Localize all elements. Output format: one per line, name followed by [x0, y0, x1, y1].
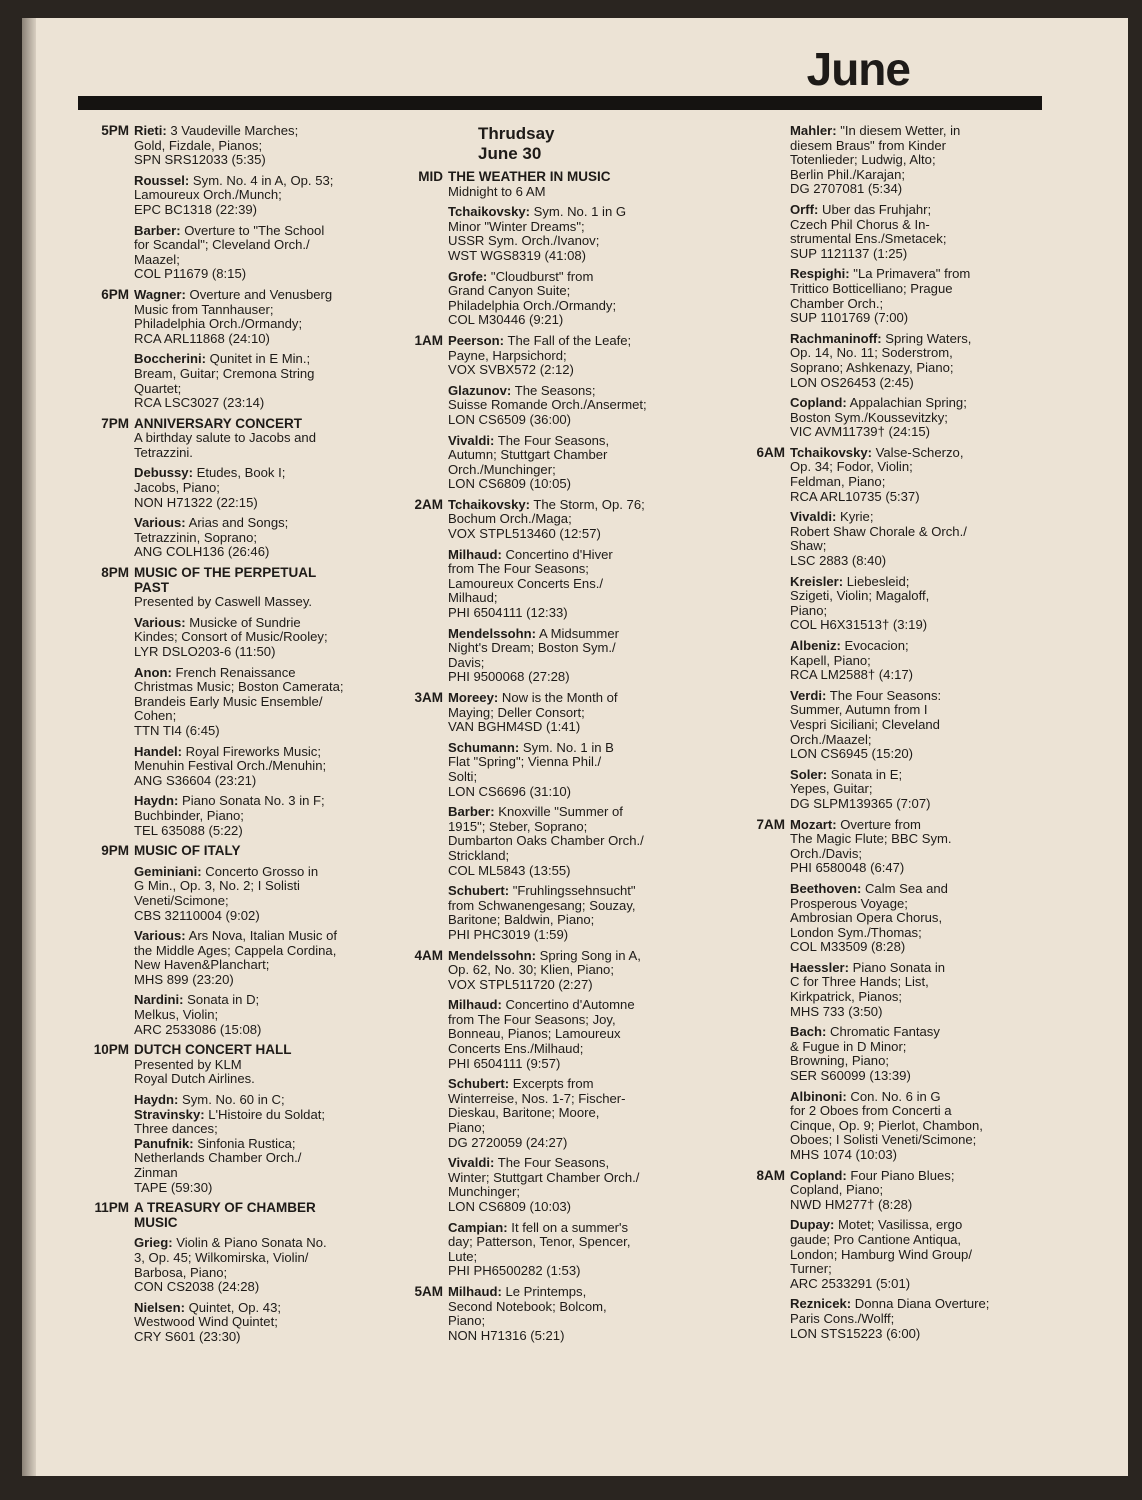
program-entry: [790, 1218, 1034, 1291]
program-details: French Renaissance Christmas Music; Boston Camerata; Brandeis Early Music Ensemble/ Cohen; TTN TI4 (6:45): [134, 664, 344, 738]
program-list: [448, 1285, 692, 1343]
composer-name: Moreey:: [448, 690, 499, 705]
program-entry: [790, 639, 1034, 683]
time-slot: [78, 566, 368, 838]
composer-name: Nielsen:: [134, 1299, 185, 1315]
program-details: Chromatic Fantasy & Fugue in D Minor; Browning, Piano; SER S60099 (13:39): [790, 1024, 940, 1084]
time-label: 1AM: [414, 332, 443, 348]
program-entry: [134, 844, 368, 859]
program-details: Motet; Vasilissa, ergo gaude; Pro Cantione Antiqua, London; Hamburg Wind Group/ Turner; ARC 2533291 (5:01): [790, 1217, 972, 1291]
program-list: [448, 691, 692, 943]
program-details: Etudes, Book I; Jacobs, Piano; NON H71322 (22:15): [134, 465, 286, 510]
program-entry: [448, 1077, 692, 1150]
program-details: Four Piano Blues; Copland, Piano; NWD HM277† (8:28): [790, 1167, 955, 1212]
composer-name: Panufnik:: [134, 1135, 194, 1151]
composer-name: Vivaldi:: [448, 432, 495, 448]
program-details: "La Primavera" from Trittico Botticelliano; Prague Chamber Orch.; SUP 1101769 (7:00): [790, 266, 971, 326]
composer-name: Grofe:: [448, 268, 488, 284]
program-details: Royal Fireworks Music; Menuhin Festival Orch./Menuhin; ANG S36604 (23:21): [134, 743, 327, 788]
program-details: Excerpts from Winterreise, Nos. 1-7; Fischer- Dieskau, Baritone; Moore, Piano; DG 2720059 (24:27): [448, 1076, 626, 1150]
composer-name: Stravinsky:: [134, 1106, 205, 1122]
program-details: Sinfonia Rustica; Netherlands Chamber Orch./ Zinman TAPE (59:30): [134, 1135, 302, 1195]
program-entry: [448, 884, 692, 942]
program-entry: [134, 288, 368, 346]
program-entry: [134, 745, 368, 789]
program-list: [134, 844, 368, 1037]
program-details: Spring Waters, Op. 14, No. 11; Soderstrom, Soprano; Ashkenazy, Piano; LON OS26453 (2:45): [790, 330, 972, 390]
program-entry: [790, 396, 1034, 440]
composer-name: Bach:: [790, 1024, 827, 1040]
composer-name: Copland:: [790, 1167, 847, 1183]
time-slot: [78, 417, 368, 560]
composer-name: Milhaud:: [448, 1283, 502, 1299]
composer-name: Tchaikovsky:: [790, 444, 872, 460]
program-details: Valse-Scherzo, Op. 34; Fodor, Violin; Feldman, Piano; RCA ARL10735 (5:37): [790, 444, 964, 504]
program-entry: [790, 1025, 1034, 1083]
program-details: Calm Sea and Prosperous Voyage; Ambrosian Opera Chorus, London Sym./Thomas; COL M33509 (8:28): [790, 880, 948, 955]
composer-name: Beethoven:: [790, 880, 862, 896]
program-details: Uber das Fruhjahr; Czech Phil Chorus & In- strumental Ens./Smetacek; SUP 1121137 (1:25): [790, 201, 947, 261]
time-label: 8PM: [101, 565, 129, 581]
program-entry: [448, 691, 692, 735]
time-label: 3AM: [414, 690, 443, 705]
program-entry: [790, 1297, 1034, 1341]
program-details: L'Histoire du Soldat; Three dances;: [134, 1106, 326, 1137]
composer-name: Orff:: [790, 201, 819, 217]
composer-name: Nardini:: [134, 992, 184, 1008]
time-label: 5PM: [101, 123, 129, 138]
composer-name: Wagner:: [134, 286, 186, 302]
program-details: "In diesem Wetter, in diesem Braus" from Kinder Totenlieder; Ludwig, Alto; Berlin Phil./Karajan; DG 2707081 (5:34): [790, 123, 961, 197]
program-details: The Seasons; Suisse Romande Orch./Ansermet; LON CS6509 (36:00): [448, 382, 647, 427]
time-slot: [78, 844, 368, 1037]
program-entry: [790, 267, 1034, 325]
composer-name: Schubert:: [448, 883, 510, 899]
composer-name: Albinoni:: [790, 1088, 847, 1104]
composer-name: Grieg:: [134, 1235, 173, 1251]
program-details: A birthday salute to Jacobs and Tetrazzini.: [134, 430, 316, 460]
program-entry: [134, 794, 368, 838]
composer-name: Schumann:: [448, 739, 520, 755]
composer-name: Barber:: [134, 222, 181, 238]
program-details: The Four Seasons: Summer, Autumn from I Vespri Siciliani; Cleveland Orch./Maazel; LON CS6945 (15:20): [790, 687, 942, 762]
program-entry: [134, 929, 368, 987]
program-details: Evocacion; Kapell, Piano; RCA LM2588† (4:17): [790, 638, 914, 683]
program-details: Sym. No. 1 in B Flat "Spring"; Vienna Phil./ Solti; LON CS6696 (31:10): [448, 739, 614, 799]
schedule-column-2: [392, 124, 692, 1349]
composer-name: Schubert:: [448, 1076, 510, 1092]
program-entry: [448, 548, 692, 621]
time-slot: [734, 446, 1034, 812]
program-entry: [790, 203, 1034, 261]
composer-name: Roussel:: [134, 172, 190, 188]
schedule-column-3: [734, 124, 1034, 1347]
program-entry: [448, 170, 692, 199]
program-details: Overture and Venusberg Music from Tannhauser; Philadelphia Orch./Ormandy; RCA ARL11868 (24:10): [134, 286, 333, 346]
time-label: 7PM: [101, 415, 129, 431]
program-entry: [790, 332, 1034, 390]
program-entry: [790, 961, 1034, 1019]
program-heading: MUSIC OF THE PERPETUAL PAST: [134, 565, 317, 595]
program-entry: [134, 224, 368, 282]
program-entry: [134, 566, 368, 610]
time-label: 7AM: [756, 816, 785, 832]
program-details: Con. No. 6 in G for 2 Oboes from Concerti a Cinque, Op. 9; Pierlot, Chambon, Oboes; I Solisti Veneti/Scimone; MHS 1074 (10:03): [790, 1088, 983, 1162]
program-list: [790, 1169, 1034, 1342]
time-label: 10PM: [93, 1042, 129, 1058]
program-heading: ANNIVERSARY CONCERT: [134, 415, 303, 431]
program-entry: [790, 818, 1034, 876]
composer-name: Copland:: [790, 395, 847, 411]
time-slot: [734, 124, 1034, 440]
time-label: 4AM: [414, 947, 443, 963]
program-entry: [448, 334, 692, 378]
program-details: Now is the Month of Maying; Deller Consort; VAN BGHM4SD (1:41): [448, 690, 618, 735]
program-entry: [134, 516, 368, 560]
program-entry: [448, 205, 692, 263]
composer-name: Debussy:: [134, 465, 193, 481]
program-entry: [790, 1169, 1034, 1213]
time-slot: [734, 818, 1034, 1163]
program-entry: [134, 1236, 368, 1294]
program-entry: [790, 575, 1034, 633]
time-slot: [392, 691, 692, 943]
program-details: Musicke of Sundrie Kindes; Consort of Music/Rooley; LYR DSLO203-6 (11:50): [134, 614, 328, 659]
time-label: 5AM: [414, 1283, 443, 1299]
program-list: [448, 334, 692, 492]
composer-name: Haydn:: [134, 793, 179, 809]
composer-name: Soler:: [790, 766, 828, 782]
program-list: [790, 818, 1034, 1163]
program-entry: [790, 768, 1034, 812]
time-label: 6PM: [101, 286, 129, 302]
time-label: 11PM: [94, 1200, 129, 1216]
program-entry: [790, 689, 1034, 762]
program-entry: [134, 666, 368, 739]
day-heading: Thrudsay June 30: [478, 124, 555, 163]
time-label: 9PM: [101, 843, 129, 859]
composer-name: Vivaldi:: [448, 1155, 495, 1171]
program-list: [790, 446, 1034, 812]
program-list: [448, 170, 692, 328]
composer-name: Haessler:: [790, 959, 849, 975]
composer-name: Albeniz:: [790, 638, 841, 653]
program-entry: [448, 949, 692, 993]
program-details: A Midsummer Night's Dream; Boston Sym./ Davis; PHI 9500068 (27:28): [448, 625, 619, 685]
program-entry: [134, 1301, 368, 1345]
composer-name: Vivaldi:: [790, 509, 837, 525]
composer-name: Haydn:: [134, 1092, 179, 1108]
composer-name: Anon:: [134, 664, 172, 680]
program-details: Arias and Songs; Tetrazzinin, Soprano; ANG COLH136 (26:46): [134, 515, 289, 560]
program-details: The Storm, Op. 76; Bochum Orch./Maga; VOX STPL513460 (12:57): [448, 496, 645, 542]
program-details: Ars Nova, Italian Music of the Middle Ages; Cappela Cordina, New Haven&Planchart; MHS 899 (23:20): [134, 928, 338, 987]
program-entry: [448, 1221, 692, 1279]
composer-name: Barber:: [448, 804, 495, 820]
magazine-page: [22, 18, 1128, 1476]
composer-name: Dupay:: [790, 1217, 835, 1233]
composer-name: Mendelssohn:: [448, 947, 537, 963]
schedule-column-1: [78, 124, 368, 1351]
program-entry: [448, 741, 692, 799]
program-details: Sym. No. 60 in C;: [182, 1092, 285, 1108]
program-entry: [448, 805, 692, 878]
composer-name: Reznicek:: [790, 1296, 852, 1312]
program-details: Knoxville "Summer of 1915"; Steber, Soprano; Dumbarton Oaks Chamber Orch./ Strickland; COL ML5843 (13:55): [448, 804, 644, 878]
time-slot: [392, 170, 692, 328]
program-details: The Four Seasons, Winter; Stuttgart Chamber Orch./ Munchinger; LON CS6809 (10:03): [448, 1155, 640, 1214]
program-entry: [448, 1285, 692, 1343]
program-entry: [448, 434, 692, 492]
program-details: Concertino d'Automne from The Four Seasons; Joy, Bonneau, Pianos; Lamoureux Concerts Ens./Milhaud; PHI 6504111 (9:57): [448, 997, 635, 1071]
time-label: 8AM: [756, 1167, 785, 1183]
composer-name: Glazunov:: [448, 382, 512, 398]
month-title: June: [806, 43, 910, 95]
program-entry: [134, 174, 368, 218]
program-details: Midnight to 6 AM: [448, 183, 546, 199]
composer-name: Peerson:: [448, 332, 505, 348]
program-details: The Four Seasons, Autumn; Stuttgart Chamber Orch./Munchinger; LON CS6809 (10:05): [448, 432, 610, 492]
program-details: Qunitet in E Min.; Bream, Guitar; Cremona String Quartet; RCA LSC3027 (23:14): [134, 351, 315, 411]
program-entry: [448, 1156, 692, 1214]
program-details: Concertino d'Hiver from The Four Seasons; Lamoureux Concerts Ens./ Milhaud; PHI 6504111 (12:33): [448, 546, 613, 621]
program-entry: [448, 384, 692, 428]
time-slot: [392, 498, 692, 685]
program-entry: [134, 417, 368, 461]
program-entry: [134, 466, 368, 510]
program-entry: [134, 124, 368, 168]
program-entry: [790, 124, 1034, 197]
program-details: Sonata in D; Melkus, Violin; ARC 2533086 (15:08): [134, 992, 262, 1037]
program-entry: [448, 270, 692, 328]
composer-name: Milhaud:: [448, 546, 502, 562]
time-label: 2AM: [414, 496, 443, 512]
composer-name: Rieti:: [134, 123, 167, 138]
program-details: It fell on a summer's day; Patterson, Tenor, Spencer, Lute; PHI PH6500282 (1:53): [448, 1219, 631, 1279]
time-slot: [78, 124, 368, 282]
composer-name: Milhaud:: [448, 997, 502, 1013]
program-entry: [790, 446, 1034, 504]
program-details: Piano Sonata No. 3 in F; Buchbinder, Piano; TEL 635088 (5:22): [134, 793, 325, 838]
program-details: Presented by Caswell Massey.: [134, 594, 313, 610]
program-details: Sym. No. 4 in A, Op. 53; Lamoureux Orch./Munch; EPC BC1318 (22:39): [134, 172, 334, 217]
program-list: [134, 288, 368, 411]
program-entry: [134, 1093, 368, 1195]
program-entry: [448, 998, 692, 1071]
program-entry: [134, 616, 368, 660]
program-entry: [448, 627, 692, 685]
time-slot: [78, 1201, 368, 1344]
program-list: [448, 949, 692, 1279]
time-label: 6AM: [756, 444, 785, 460]
program-entry: [448, 498, 692, 542]
program-list: [790, 124, 1034, 440]
composer-name: Boccherini:: [134, 351, 207, 367]
program-details: Overture to "The School for Scandal"; Cleveland Orch./ Maazel; COL P11679 (8:15): [134, 222, 325, 282]
time-label: [734, 124, 785, 440]
program-heading: MUSIC OF ITALY: [134, 843, 241, 859]
composer-name: Verdi:: [790, 687, 827, 703]
time-slot: [392, 1285, 692, 1343]
program-details: Appalachian Spring; Boston Sym./Koussevitzky; VIC AVM11739† (24:15): [790, 395, 967, 440]
program-entry: [134, 1201, 368, 1230]
program-details: Overture from The Magic Flute; BBC Sym. Orch./Davis; PHI 6580048 (6:47): [790, 816, 952, 876]
composer-name: Various:: [134, 515, 186, 531]
program-details: Kyrie; Robert Shaw Chorale & Orch./ Shaw; LSC 2883 (8:40): [790, 509, 967, 569]
composer-name: Tchaikovsky:: [448, 496, 530, 512]
composer-name: Campian:: [448, 1219, 508, 1235]
program-details: Le Printemps, Second Notebook; Bolcom, Piano; NON H71316 (5:21): [448, 1283, 607, 1343]
program-list: [134, 1043, 368, 1195]
program-heading: A TREASURY OF CHAMBER MUSIC: [134, 1200, 316, 1230]
composer-name: Tchaikovsky:: [448, 204, 530, 220]
time-slot: [392, 949, 692, 1279]
program-heading: THE WEATHER IN MUSIC: [448, 169, 611, 184]
program-entry: [134, 352, 368, 410]
program-entry: [134, 865, 368, 923]
program-details: Sonata in E; Yepes, Guitar; DG SLPM139365 (7:07): [790, 766, 931, 811]
program-heading: DUTCH CONCERT HALL: [134, 1042, 292, 1058]
program-entry: [790, 510, 1034, 568]
program-list: [134, 1201, 368, 1344]
program-details: Sym. No. 1 in G Minor "Winter Dreams"; USSR Sym. Orch./Ivanov; WST WGS8319 (41:08): [448, 204, 627, 263]
program-details: Presented by KLM Royal Dutch Airlines.: [134, 1056, 255, 1087]
time-slot: [78, 1043, 368, 1195]
program-details: Donna Diana Overture; Paris Cons./Wolff; LON STS15223 (6:00): [790, 1296, 990, 1341]
composer-name: Mendelssohn:: [448, 625, 537, 641]
program-entry: [134, 1043, 368, 1087]
composer-name: Respighi:: [790, 266, 850, 282]
program-details: Liebesleid; Szigeti, Violin; Magaloff, Piano; COL H6X31513† (3:19): [790, 573, 930, 633]
composer-name: Rachmaninoff:: [790, 330, 882, 346]
program-entry: [134, 993, 368, 1037]
time-slot: [78, 288, 368, 411]
composer-name: Handel:: [134, 743, 183, 759]
program-entry: [790, 882, 1034, 955]
program-entry: [790, 1090, 1034, 1163]
composer-name: Kreisler:: [790, 573, 844, 589]
time-slot: [734, 1169, 1034, 1342]
program-details: Quintet, Op. 43; Westwood Wind Quintet; CRY S601 (23:30): [134, 1299, 282, 1344]
time-label: MID: [418, 169, 443, 184]
program-details: "Cloudburst" from Grand Canyon Suite; Philadelphia Orch./Ormandy; COL M30446 (9:21): [448, 268, 617, 328]
composer-name: Various:: [134, 614, 186, 630]
page-spine-shadow: [22, 18, 36, 1476]
program-list: [134, 124, 368, 282]
composer-name: Mahler:: [790, 123, 837, 138]
composer-name: Geminiani:: [134, 863, 202, 879]
program-details: Violin & Piano Sonata No. 3, Op. 45; Wilkomirska, Violin/ Barbosa, Piano; CON CS2038 (24:28): [134, 1235, 327, 1295]
program-details: Piano Sonata in C for Three Hands; List, Kirkpatrick, Pianos; MHS 733 (3:50): [790, 959, 946, 1019]
program-details: Spring Song in A, Op. 62, No. 30; Klien, Piano; VOX STPL511720 (2:27): [448, 947, 641, 992]
composer-name: Mozart:: [790, 816, 837, 832]
program-list: [448, 498, 692, 685]
program-details: Concerto Grosso in G Min., Op. 3, No. 2; I Solisti Veneti/Scimone; CBS 32110004 (9:02): [134, 863, 319, 923]
time-slot: [392, 334, 692, 492]
program-details: "Fruhlingssehnsucht" from Schwanengesang; Souzay, Baritone; Baldwin, Piano; PHI PHC3019 (1:59): [448, 883, 636, 942]
composer-name: Various:: [134, 928, 186, 944]
program-list: [134, 566, 368, 838]
header-rule: [78, 96, 1042, 110]
program-details: 3 Vaudeville Marches; Gold, Fizdale, Pianos; SPN SRS12033 (5:35): [134, 123, 299, 168]
program-list: [134, 417, 368, 560]
program-details: The Fall of the Leafe; Payne, Harpsichord; VOX SVBX572 (2:12): [448, 332, 632, 378]
